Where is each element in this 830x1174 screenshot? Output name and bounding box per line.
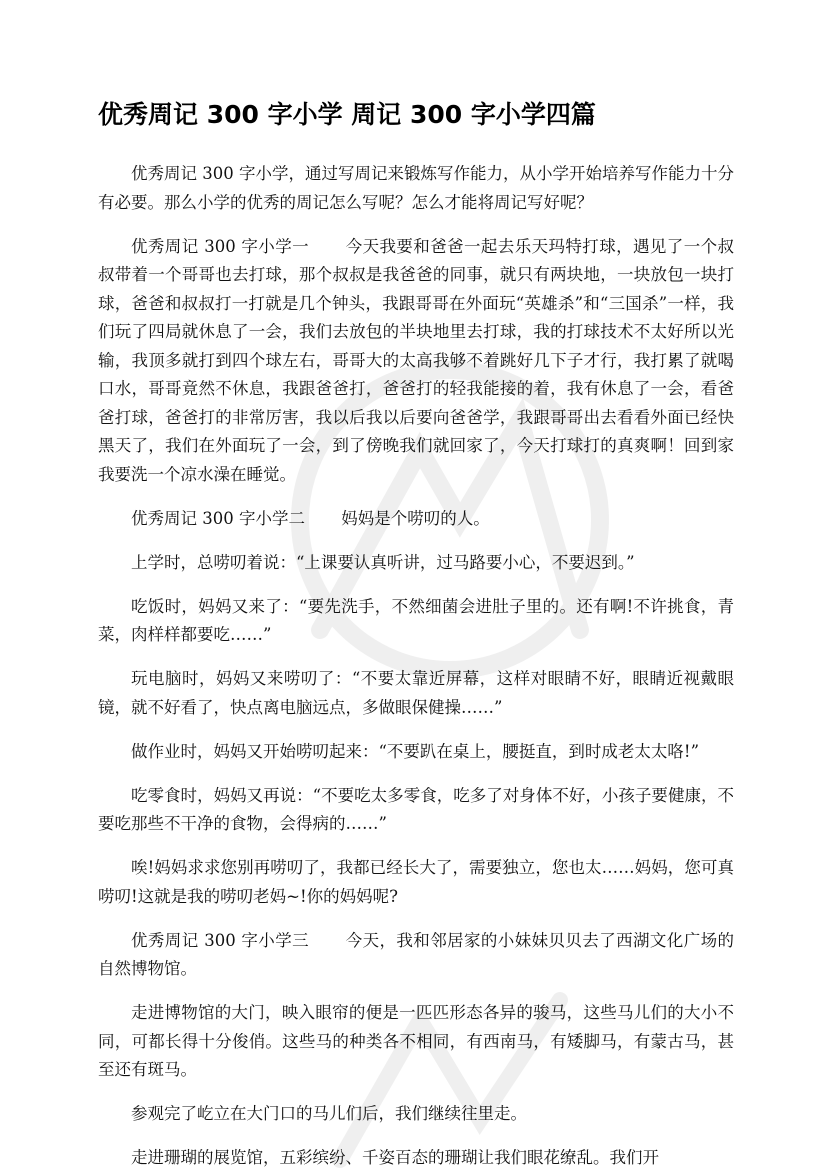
document-body (98, 160, 734, 1174)
essay-one-heading: 优秀周记 300 字小学一 (131, 236, 309, 256)
body-paragraph: 唉!妈妈求求您别再唠叨了，我都已经长大了，需要独立，您也太……妈妈，您可真唠叨!这就是我的唠叨老妈~!你的妈妈呢? (98, 858, 734, 906)
essay-two-text: 妈妈是个唠叨的人。 (341, 508, 490, 528)
body-paragraph: 走进珊瑚的展览馆，五彩缤纷、千姿百态的珊瑚让我们眼花缭乱。我们开 (131, 1148, 659, 1167)
essay-one-text: 今天我要和爸爸一起去乐天玛特打球，遇见了一个叔叔带着一个哥哥也去打球，那个叔叔是我爸爸的同事，就只有两块地，一块放包一块打球，爸爸和叔叔打一打就是几个钟头，我跟哥哥在外面玩“英雄杀”和“三国杀”一样，我们玩了四局就休息了一会，我们去放包的半块地里去打球，我的打球技术不太好所以光输，我顶多就打到四个球左右，哥哥大的太高我够不着跳好几下子才行，我打累了就喝口水，哥哥竟然不休息，我跟爸爸打，爸爸打的轻我能接的着，我有休息了一会，看爸爸打球，爸爸打的非常厉害，我以后我以后要向爸爸学，我跟哥哥出去看看外面已经快黑天了，我们在外面玩了一会，到了傍晚我们就回家了，今天打球打的真爽啊！回到家我要洗一个凉水澡在睡觉。 (98, 236, 735, 484)
essay-three-text: 今天，我和邻居家的小妹妹贝贝去了西湖文化广场的自然博物馆。 (98, 930, 735, 978)
body-paragraph: 走进博物馆的大门，映入眼帘的便是一匹匹形态各异的骏马，这些马儿们的大小不同，可都长得十分俊俏。这些马的种类各不相同，有西南马，有矮脚马，有蒙古马，甚至还有斑马。 (98, 1003, 734, 1079)
document-title: 优秀周记 300 字小学 周记 300 字小学四篇 (98, 100, 596, 129)
body-paragraph: 玩电脑时，妈妈又来唠叨了：“不要太靠近屏幕，这样对眼睛不好，眼睛近视戴眼镜，就不好看了，快点离电脑远点，多做眼保健操……” (98, 669, 734, 717)
body-paragraph: 上学时，总唠叨着说：“上课要认真听讲，过马路要小心，不要迟到。” (131, 552, 635, 572)
essay-two-paragraph (98, 505, 734, 534)
essay-three-heading: 优秀周记 300 字小学三 (131, 930, 309, 950)
body-paragraph: 吃饭时，妈妈又来了：“要先洗手，不然细菌会进肚子里的。还有啊!不许挑食，青菜，肉样样都要吃……” (98, 596, 734, 644)
essay-three-paragraph (98, 927, 734, 984)
essay-two-heading: 优秀周记 300 字小学二 (131, 508, 305, 528)
essay-one-paragraph (98, 233, 734, 490)
intro-paragraph: 优秀周记 300 字小学，通过写周记来锻炼写作能力，从小学开始培养写作能力十分有必要。那么小学的优秀的周记怎么写呢？怎么才能将周记写好呢？ (98, 164, 734, 212)
body-paragraph: 吃零食时，妈妈又再说：“不要吃太多零食，吃多了对身体不好，小孩子要健康，不要吃那些不干净的食物，会得病的……” (98, 785, 734, 833)
body-paragraph: 做作业时，妈妈又开始唠叨起来：“不要趴在桌上，腰挺直，到时成老太太咯!” (131, 741, 700, 761)
body-paragraph: 参观完了屹立在大门口的马儿们后，我们继续往里走。 (131, 1104, 527, 1123)
